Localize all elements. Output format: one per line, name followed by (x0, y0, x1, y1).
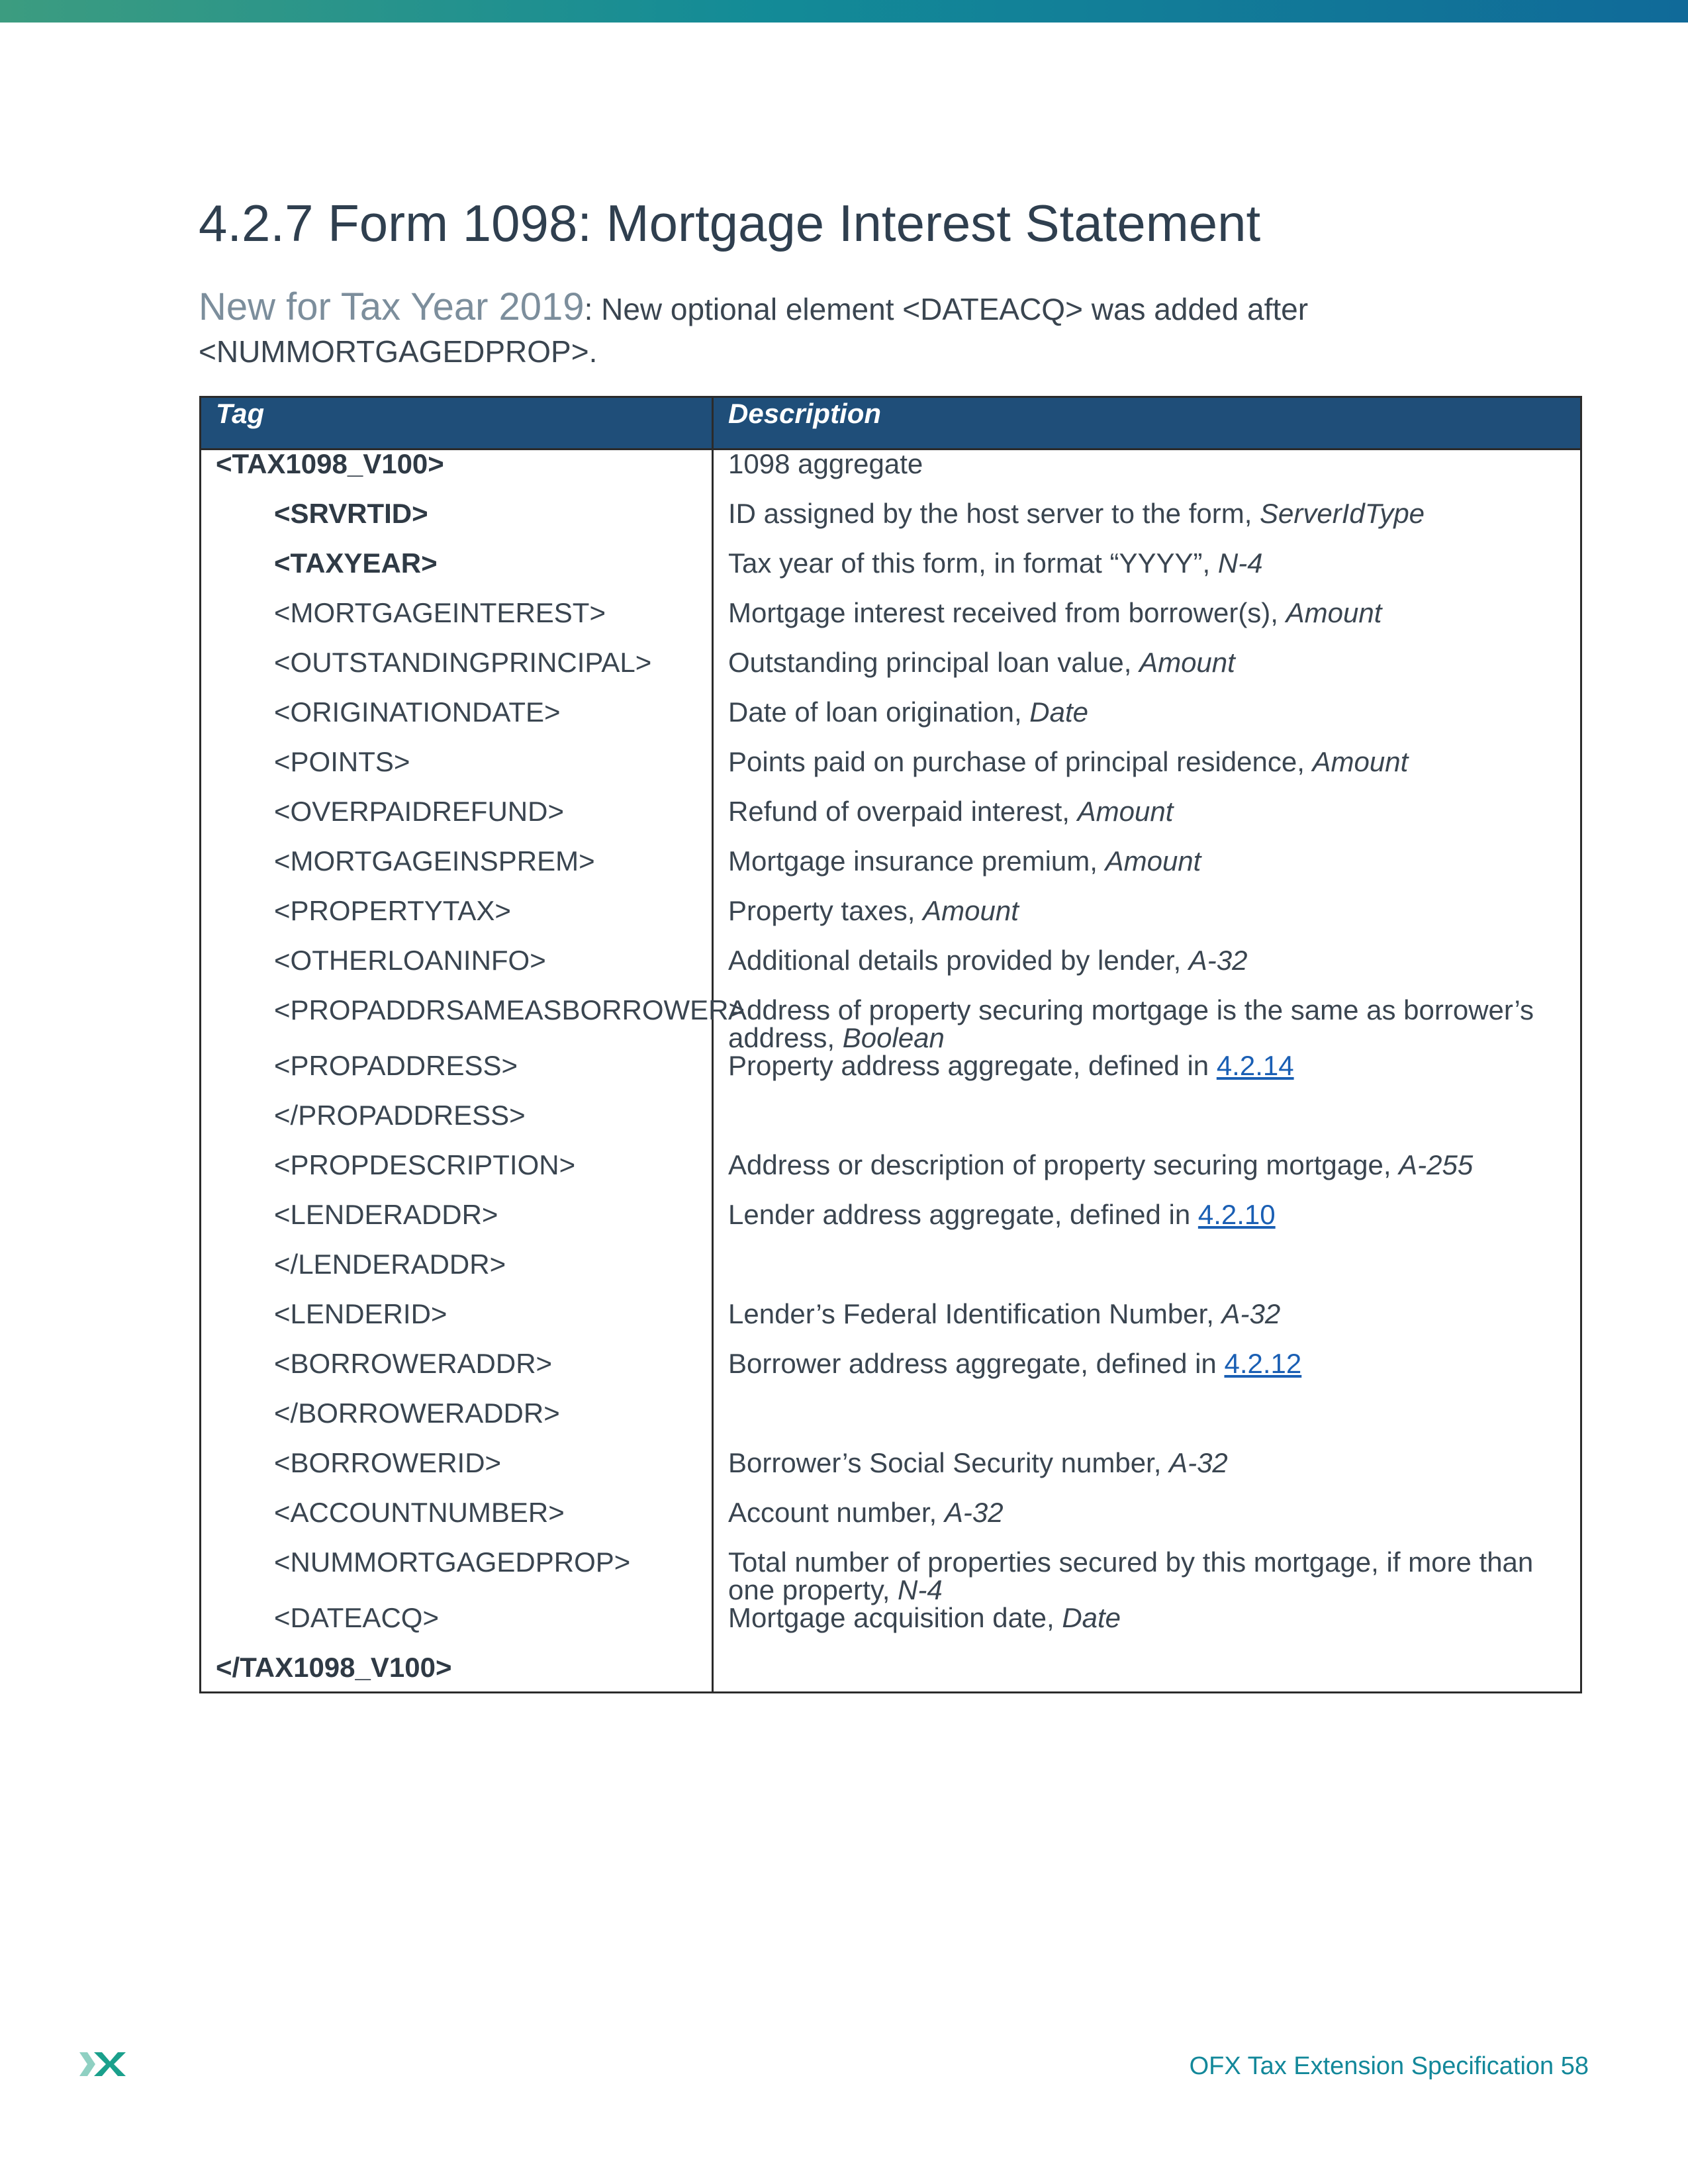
table-row (201, 1151, 1581, 1201)
tag-cell: <BORROWERADDR> (274, 1348, 553, 1379)
tag-cell: </PROPADDRESS> (274, 1100, 526, 1131)
tag-cell: <OUTSTANDINGPRINCIPAL> (274, 647, 652, 678)
table-row (201, 798, 1581, 847)
data-type: Amount (1139, 647, 1235, 678)
tag-cell: </TAX1098_V100> (216, 1652, 452, 1683)
data-type: A-32 (944, 1497, 1004, 1528)
description-cell: Total number of properties secured by this mortgage, if more than one property, N-4 (713, 1548, 1581, 1604)
data-type: Amount (923, 895, 1019, 926)
description-cell: Property taxes, Amount (713, 897, 1581, 947)
data-type: Amount (1312, 746, 1409, 777)
description-cell (713, 1251, 1581, 1300)
top-accent-bar (0, 0, 1688, 23)
tag-cell: <POINTS> (274, 746, 410, 777)
table-row (201, 549, 1581, 599)
section-title: 4.2.7 Form 1098: Mortgage Interest Statement (199, 194, 1261, 252)
table-row (201, 1201, 1581, 1251)
description-cell: Additional details provided by lender, A-32 (713, 947, 1581, 996)
data-type: A-32 (1169, 1447, 1228, 1478)
table-row (201, 1449, 1581, 1499)
table-row (201, 698, 1581, 748)
data-type: A-32 (1221, 1298, 1281, 1329)
description-cell: Lender address aggregate, defined in 4.2.10 (713, 1201, 1581, 1251)
data-type: A-32 (1188, 945, 1248, 976)
tag-cell: </LENDERADDR> (274, 1249, 506, 1280)
tag-cell: <PROPADDRESS> (274, 1050, 518, 1081)
tag-cell: <OVERPAIDREFUND> (274, 796, 564, 827)
description-cell (713, 1102, 1581, 1151)
tag-cell: <PROPERTYTAX> (274, 895, 511, 926)
data-type: Amount (1286, 597, 1382, 628)
table-row (201, 1499, 1581, 1548)
table-row (201, 847, 1581, 897)
description-cell (713, 1654, 1581, 1693)
description-cell: Outstanding principal loan value, Amount (713, 649, 1581, 698)
data-type: A-255 (1399, 1149, 1474, 1180)
description-cell: Lender’s Federal Identification Number, A-32 (713, 1300, 1581, 1350)
description-cell: Address of property securing mortgage is the same as borrower’s address, Boolean (713, 996, 1581, 1052)
tag-cell: <MORTGAGEINTEREST> (274, 597, 606, 628)
tag-cell: <LENDERADDR> (274, 1199, 498, 1230)
description-cell: Borrower’s Social Security number, A-32 (713, 1449, 1581, 1499)
tag-cell: <NUMMORTGAGEDPROP> (274, 1546, 631, 1578)
table-row (201, 1300, 1581, 1350)
ofx-x-logo-icon (78, 2050, 128, 2079)
note-label: New for Tax Year 2019 (199, 285, 585, 328)
description-cell: Address or description of property securing mortgage, A-255 (713, 1151, 1581, 1201)
tag-cell: <ORIGINATIONDATE> (274, 696, 561, 728)
data-type: N-4 (898, 1574, 943, 1605)
tag-cell: </BORROWERADDR> (274, 1398, 560, 1429)
description-cell: Refund of overpaid interest, Amount (713, 798, 1581, 847)
section-link-4-2-12[interactable]: 4.2.12 (1224, 1348, 1302, 1379)
description-cell: Points paid on purchase of principal residence, Amount (713, 748, 1581, 798)
tag-cell: <PROPDESCRIPTION> (274, 1149, 576, 1180)
tag-cell: <TAX1098_V100> (216, 448, 444, 479)
table-row (201, 1052, 1581, 1102)
table-row (201, 1102, 1581, 1151)
section-link-4-2-10[interactable]: 4.2.10 (1197, 1199, 1276, 1230)
table-row (201, 897, 1581, 947)
description-cell (713, 1400, 1581, 1449)
column-header-tag: Tag (201, 397, 713, 450)
description-cell: Property address aggregate, defined in 4.2.14 (713, 1052, 1581, 1102)
column-header-description: Description (713, 397, 1581, 450)
description-cell: Mortgage insurance premium, Amount (713, 847, 1581, 897)
description-cell: Account number, A-32 (713, 1499, 1581, 1548)
tag-cell: <SRVRTID> (274, 498, 428, 529)
tag-cell: <BORROWERID> (274, 1447, 502, 1478)
section-link-4-2-14[interactable]: 4.2.14 (1216, 1050, 1294, 1081)
tag-cell: <MORTGAGEINSPREM> (274, 845, 595, 877)
description-cell: Mortgage acquisition date, Date (713, 1604, 1581, 1654)
table-row (201, 649, 1581, 698)
table-row (201, 748, 1581, 798)
table-row (201, 1604, 1581, 1654)
table-row (201, 450, 1581, 500)
data-type: Date (1062, 1602, 1121, 1633)
data-type: Amount (1105, 845, 1201, 877)
note-text: : New optional element <DATEACQ> was added after <NUMMORTGAGEDPROP>. (199, 292, 1309, 369)
tag-cell: <DATEACQ> (274, 1602, 439, 1633)
table-row (201, 996, 1581, 1052)
table-row (201, 1548, 1581, 1604)
description-cell: ID assigned by the host server to the form, ServerIdType (713, 500, 1581, 549)
data-type: Boolean (842, 1022, 945, 1053)
footer-page-label: OFX Tax Extension Specification 58 (1189, 2052, 1589, 2080)
data-type: Amount (1077, 796, 1174, 827)
table-row (201, 500, 1581, 549)
table-header-row (201, 397, 1581, 450)
tag-description-table (199, 396, 1582, 1693)
tag-cell: <OTHERLOANINFO> (274, 945, 546, 976)
table-row (201, 1251, 1581, 1300)
tag-cell: <PROPADDRSAMEASBORROWER> (274, 994, 745, 1025)
data-type: Date (1029, 696, 1089, 728)
description-cell: Borrower address aggregate, defined in 4.2.12 (713, 1350, 1581, 1400)
tag-cell: <TAXYEAR> (274, 547, 438, 579)
description-cell: Mortgage interest received from borrower(s), Amount (713, 599, 1581, 649)
description-cell: 1098 aggregate (713, 450, 1581, 500)
table-row (201, 1400, 1581, 1449)
new-for-tax-year-note (199, 286, 1496, 373)
tag-cell: <LENDERID> (274, 1298, 447, 1329)
description-cell: Tax year of this form, in format “YYYY”, N-4 (713, 549, 1581, 599)
data-type: N-4 (1217, 547, 1263, 579)
tag-cell: <ACCOUNTNUMBER> (274, 1497, 565, 1528)
description-cell: Date of loan origination, Date (713, 698, 1581, 748)
table-row (201, 947, 1581, 996)
table-row (201, 1350, 1581, 1400)
table-row (201, 1654, 1581, 1693)
data-type: ServerIdType (1260, 498, 1425, 529)
table-row (201, 599, 1581, 649)
